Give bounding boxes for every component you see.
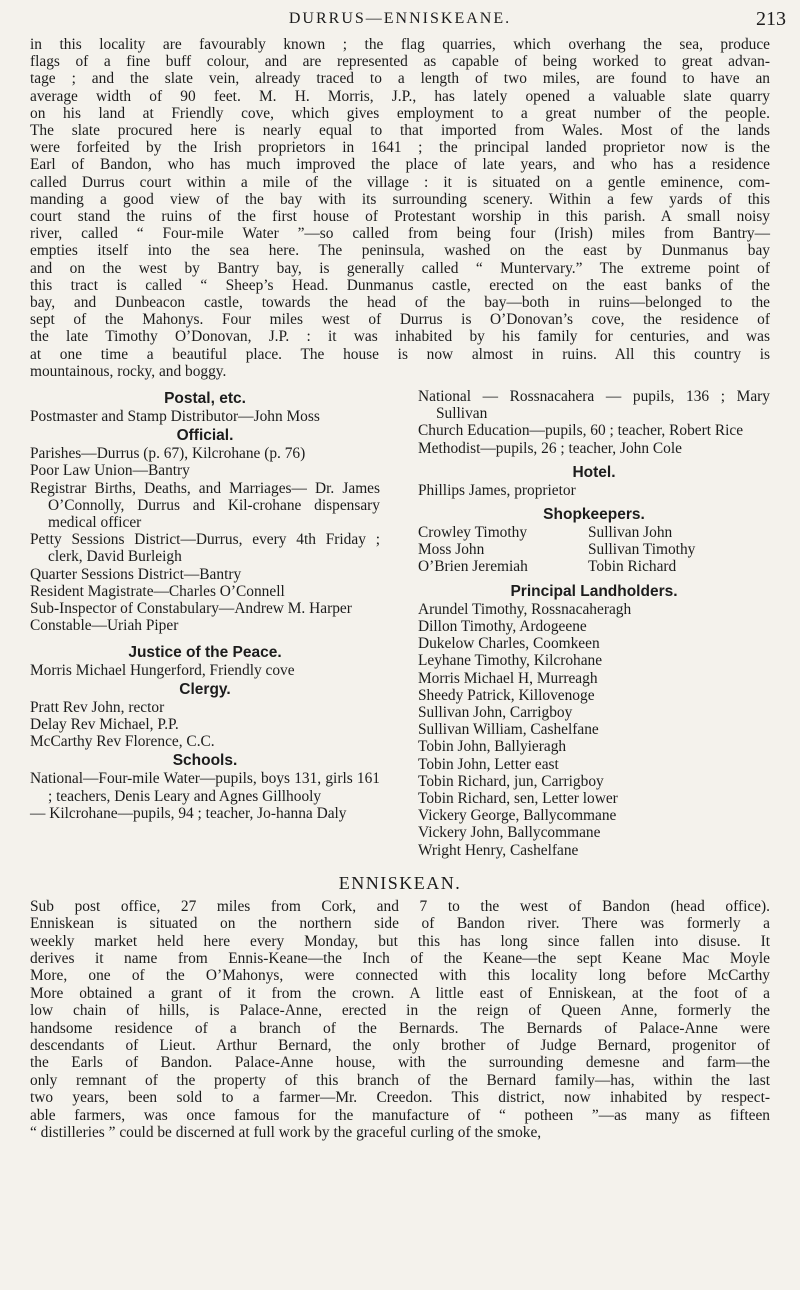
landholder-entry: Sullivan John, Carrigboy: [418, 703, 573, 721]
directory-entry: Morris Michael Hungerford, Friendly cove: [30, 661, 295, 679]
text-line: river, called “ Four-mile Water ”—so called from being four (Irish) miles from Bantry—: [30, 225, 770, 243]
landholder-entry: Tobin Richard, jun, Carrigboy: [418, 772, 604, 790]
text-line: at one time a beautiful place. The house is now almost in ruins. All this country is: [30, 345, 770, 363]
shopkeeper-name: Sullivan Timothy: [588, 541, 696, 559]
landholder-entry: Tobin Richard, sen, Letter lower: [418, 789, 618, 807]
text-line: handsome residence of a branch of the Bernards. The Bernards of Palace-Anne were: [30, 1019, 770, 1037]
shopkeeper-name: Tobin Richard: [588, 558, 677, 576]
shopkeepers-row: [418, 524, 770, 541]
landholders-list: [418, 601, 770, 859]
hotel-list: [418, 482, 770, 499]
text-line: Enniskean is situated on the northern side of Bandon river. There was formerly a: [30, 915, 770, 933]
directory-entry: Phillips James, proprietor: [418, 481, 576, 499]
shopkeeper-name: Sullivan John: [588, 524, 673, 542]
text-line: Sub post office, 27 miles from Cork, and 7 to the west of Bandon (head office).: [30, 897, 770, 915]
shopkeepers-heading: Shopkeepers.: [543, 506, 645, 524]
left-column: [30, 388, 380, 859]
schools-continued-list: [418, 388, 770, 457]
shopkeepers-row: [418, 541, 770, 558]
intro-paragraph: [30, 36, 770, 380]
text-line: empties itself into the sea here. The peninsula, washed on the east by Dunmanus bay: [30, 242, 770, 260]
landholder-entry: Leyhane Timothy, Kilcrohane: [418, 652, 603, 670]
landholder-entry: Morris Michael H, Murreagh: [418, 669, 598, 687]
text-line: only remnant of the property of this branch of the Bernard family—has, within the last: [30, 1071, 770, 1089]
directory-entry: Parishes—Durrus (p. 67), Kilcrohane (p. 76): [30, 445, 306, 463]
text-line: called Durrus court within a mile of the village : it is situated on a gentle eminence, com-: [30, 173, 770, 191]
directory-entry: Pratt Rev John, rector: [30, 698, 165, 716]
text-line: weekly market held here every Monday, but this has long since fallen into disuse. It: [30, 932, 770, 950]
directory-entry: Constable—Uriah Piper: [30, 617, 179, 635]
text-line: this tract is called “ Sheep’s Head. Dunmanus castle, erected on the east banks of the: [30, 276, 770, 294]
schools-list: [30, 770, 380, 822]
directory-entry: — Kilcrohane—pupils, 94 ; teacher, Jo-hanna Daly: [30, 804, 347, 822]
text-line: court stand the ruins of the first house of Protestant worship in this parish. A small noisy: [30, 208, 770, 226]
hotel-heading: Hotel.: [572, 463, 616, 481]
shopkeeper-name: Crowley Timothy: [418, 524, 528, 542]
landholder-entry: Wright Henry, Cashelfane: [418, 841, 579, 859]
text-line: “ distilleries ” could be discerned at full work by the graceful curling of the smoke,: [30, 1124, 542, 1142]
justice-heading: Justice of the Peace.: [128, 643, 282, 661]
schools-heading: Schools.: [172, 752, 238, 770]
postal-list: [30, 408, 380, 425]
landholder-entry: Tobin John, Letter east: [418, 755, 559, 773]
directory-entry: National — Rossnacahera — pupils, 136 ; Mary Sullivan: [418, 388, 770, 423]
landholders-heading: Principal Landholders.: [510, 582, 678, 600]
directory-entry: Methodist—pupils, 26 ; teacher, John Cole: [418, 439, 682, 457]
postal-heading: Postal, etc.: [164, 390, 246, 408]
text-line: flags of a fine buff colour, and are represented as capable of being worked to great advan-: [30, 53, 770, 71]
official-heading: Official.: [176, 427, 234, 445]
landholder-entry: Sheedy Patrick, Killovenoge: [418, 686, 595, 704]
text-line: the late Timothy O’Donovan, J.P. : it was inhabited by his family for centuries, and was: [30, 328, 770, 346]
directory-entry: Delay Rev Michael, P.P.: [30, 715, 179, 733]
landholder-entry: Dillon Timothy, Ardogeene: [418, 617, 587, 635]
directory-entry: Registrar Births, Deaths, and Marriages— Dr. James O’Connolly, Durrus and Kil-crohane dispensary medical officer: [30, 479, 380, 532]
text-line: manding a good view of the bay with its surrounding scenery. Within a few yards of this: [30, 190, 770, 208]
clergy-list: [30, 699, 380, 751]
enniskean-title: ENNISKEAN.: [338, 872, 462, 893]
directory-entry: Church Education—pupils, 60 ; teacher, Robert Rice: [418, 422, 744, 440]
directory-entry: Petty Sessions District—Durrus, every 4th Friday ; clerk, David Burleigh: [30, 531, 380, 566]
text-line: Earl of Bandon, who has much improved the place of late years, and who has a residence: [30, 156, 770, 174]
landholder-entry: Tobin John, Ballyieragh: [418, 738, 567, 756]
landholder-entry: Vickery John, Ballycommane: [418, 824, 601, 842]
shopkeepers-row: [418, 558, 770, 575]
text-line: sept of the Mahonys. Four miles west of Durrus is O’Donovan’s cove, the residence of: [30, 311, 770, 329]
text-line: More, one of the O’Mahonys, were connected with this locality long before McCarthy: [30, 967, 770, 985]
running-head: [30, 6, 786, 36]
text-line: average width of 90 feet. M. H. Morris, J.P., has lately opened a valuable slate quarry: [30, 87, 770, 105]
text-line: More obtained a grant of it from the crown. A little east of Enniskean, at the foot of a: [30, 984, 770, 1002]
text-line: tage ; and the slate vein, already traced to a length of two miles, are found to have an: [30, 70, 770, 88]
directory-entry: Postmaster and Stamp Distributor—John Moss: [30, 408, 320, 426]
landholder-entry: Arundel Timothy, Rossnacaheragh: [418, 600, 632, 618]
directory-entry: Sub-Inspector of Constabulary—Andrew M. Harper: [30, 600, 352, 618]
enniskean-paragraph: [30, 898, 770, 1142]
shopkeepers-list: [418, 524, 770, 576]
text-line: derives it name from Ennis-Keane—the Inch of the Keane—the sept Keane Mac Moyle: [30, 949, 770, 967]
text-line: the Earls of Bandon. Palace-Anne house, with the surrounding demesne and farm—the: [30, 1054, 770, 1072]
right-column: [418, 388, 770, 859]
directory-entry: Resident Magistrate—Charles O’Connell: [30, 582, 285, 600]
text-line: bay, and Dunbeacon castle, towards the head of the bay—both in ruins—belonged to the: [30, 294, 770, 312]
text-line: The slate procured here is nearly equal to that imported from Wales. Most of the lands: [30, 122, 770, 140]
text-line: in this locality are favourably known ; the flag quarries, which overhang the sea, produce: [30, 36, 770, 53]
directory-entry: Poor Law Union—Bantry: [30, 462, 190, 480]
text-line: and on the west by Bantry bay, is generally called “ Muntervary.” The extreme point of: [30, 259, 770, 277]
page-number: 213: [756, 8, 786, 30]
directory-columns: [30, 388, 770, 859]
landholder-entry: Dukelow Charles, Coomkeen: [418, 635, 600, 653]
justice-list: [30, 662, 380, 679]
running-title: DURRUS—ENNISKEANE.: [288, 10, 512, 27]
text-line: able farmers, was once famous for the manufacture of “ potheen ”—as many as fifteen: [30, 1106, 770, 1124]
directory-entry: Quarter Sessions District—Bantry: [30, 565, 242, 583]
directory-entry: National—Four-mile Water—pupils, boys 131, girls 161 ; teachers, Denis Leary and Agnes Gillhooly: [30, 770, 380, 805]
text-line: low chain of hills, is Palace-Anne, erected in the reign of Queen Anne, formerly the: [30, 1002, 770, 1020]
landholder-entry: Sullivan William, Cashelfane: [418, 721, 599, 739]
shopkeeper-name: Moss John: [418, 541, 485, 559]
clergy-heading: Clergy.: [179, 680, 231, 698]
landholder-entry: Vickery George, Ballycommane: [418, 807, 617, 825]
text-line: descendants of Lieut. Arthur Bernard, the only brother of Judge Bernard, progenitor of: [30, 1036, 770, 1054]
text-line: were forfeited by the Irish proprietors in 1641 ; the principal landed proprietor now is the: [30, 139, 770, 157]
text-line: mountainous, rocky, and boggy.: [30, 362, 227, 380]
directory-entry: McCarthy Rev Florence, C.C.: [30, 733, 215, 751]
shopkeeper-name: O’Brien Jeremiah: [418, 558, 528, 576]
text-line: two years, been sold to a farmer—Mr. Creedon. This district, now inhabited by respect-: [30, 1089, 770, 1107]
official-list: [30, 445, 380, 634]
text-line: on his land at Friendly cove, which gives employment to a great number of the people.: [30, 104, 770, 122]
